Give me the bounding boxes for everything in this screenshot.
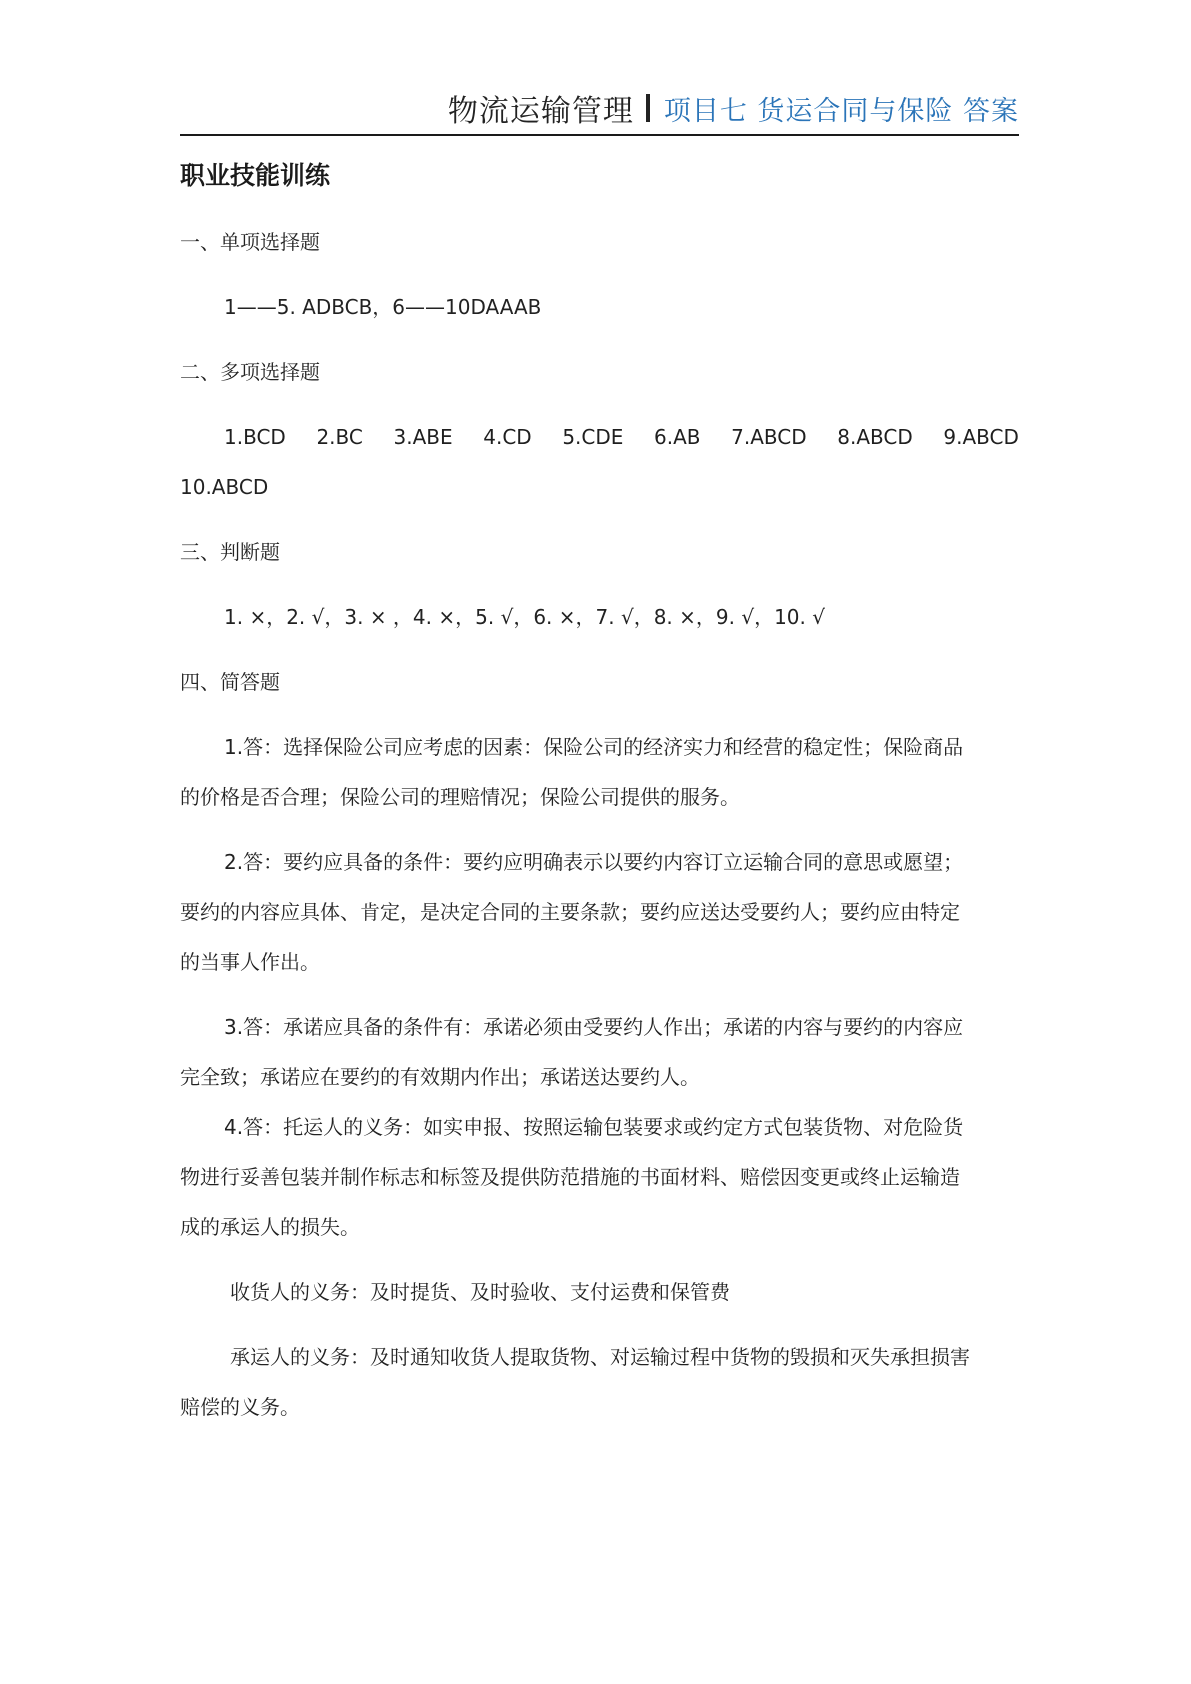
answer-4-line-1: 4.答：托运人的义务：如实申报、按照运输包装要求或约定方式包装货物、对危险货 (224, 1115, 964, 1139)
multi-answer-2: 2.BC (316, 425, 363, 449)
multi-answer-3: 3.ABE (393, 425, 453, 449)
header-chapter-title: 项目七 货运合同与保险 答案 (663, 95, 1019, 127)
multi-answer-7: 7.ABCD (731, 425, 807, 449)
page-header (180, 82, 1019, 136)
multi-answer-6: 6.AB (654, 425, 701, 449)
document-title: 职业技能训练 (180, 161, 331, 190)
multi-choice-answers (224, 423, 1019, 451)
multi-answer-4: 4.CD (483, 425, 532, 449)
answer-1-line-2: 的价格是否合理；保险公司的理赔情况；保险公司提供的服务。 (180, 785, 740, 809)
answer-3-line-1: 3.答：承诺应具备的条件有：承诺必须由受要约人作出；承诺的内容与要约的内容应 (224, 1015, 964, 1039)
answer-2-line-1: 2.答：要约应具备的条件：要约应明确表示以要约内容订立运输合同的意思或愿望； (224, 850, 964, 874)
carrier-duties-line-2: 赔偿的义务。 (180, 1395, 300, 1419)
multi-answer-1: 1.BCD (224, 425, 286, 449)
multi-answer-8: 8.ABCD (837, 425, 913, 449)
section-heading-multi: 二、多项选择题 (180, 360, 320, 384)
answer-2-line-3: 的当事人作出。 (180, 950, 320, 974)
answer-1-line-1: 1.答：选择保险公司应考虑的因素：保险公司的经济实力和经营的稳定性；保险商品 (224, 735, 964, 759)
header-separator (646, 94, 650, 122)
answer-4-line-2: 物进行妥善包装并制作标志和标签及提供防范措施的书面材料、赔偿因变更或终止运输造 (180, 1165, 960, 1189)
multi-answer-9: 9.ABCD (943, 425, 1019, 449)
single-choice-answers: 1——5. ADBCB，6——10DAAAB (224, 295, 542, 319)
multi-answer-5: 5.CDE (562, 425, 624, 449)
answer-4-line-3: 成的承运人的损失。 (180, 1215, 360, 1239)
section-heading-short: 四、简答题 (180, 670, 280, 694)
carrier-duties-line-1: 承运人的义务：及时通知收货人提取货物、对运输过程中货物的毁损和灭失承担损害 (230, 1345, 970, 1369)
consignee-duties: 收货人的义务：及时提货、及时验收、支付运费和保管费 (230, 1280, 730, 1304)
section-heading-judge: 三、判断题 (180, 540, 280, 564)
answer-2-line-2: 要约的内容应具体、肯定，是决定合同的主要条款；要约应送达受要约人；要约应由特定 (180, 900, 960, 924)
answer-3-line-2: 完全致；承诺应在要约的有效期内作出；承诺送达要约人。 (180, 1065, 700, 1089)
judge-answers: 1. ×，2. √，3. × ，4. ×，5. √，6. ×，7. √，8. ×，9. √，10. √ (224, 605, 825, 629)
header-course-title: 物流运输管理 (447, 94, 634, 129)
multi-answer-10: 10.ABCD (180, 475, 269, 499)
section-heading-single: 一、单项选择题 (180, 230, 320, 254)
